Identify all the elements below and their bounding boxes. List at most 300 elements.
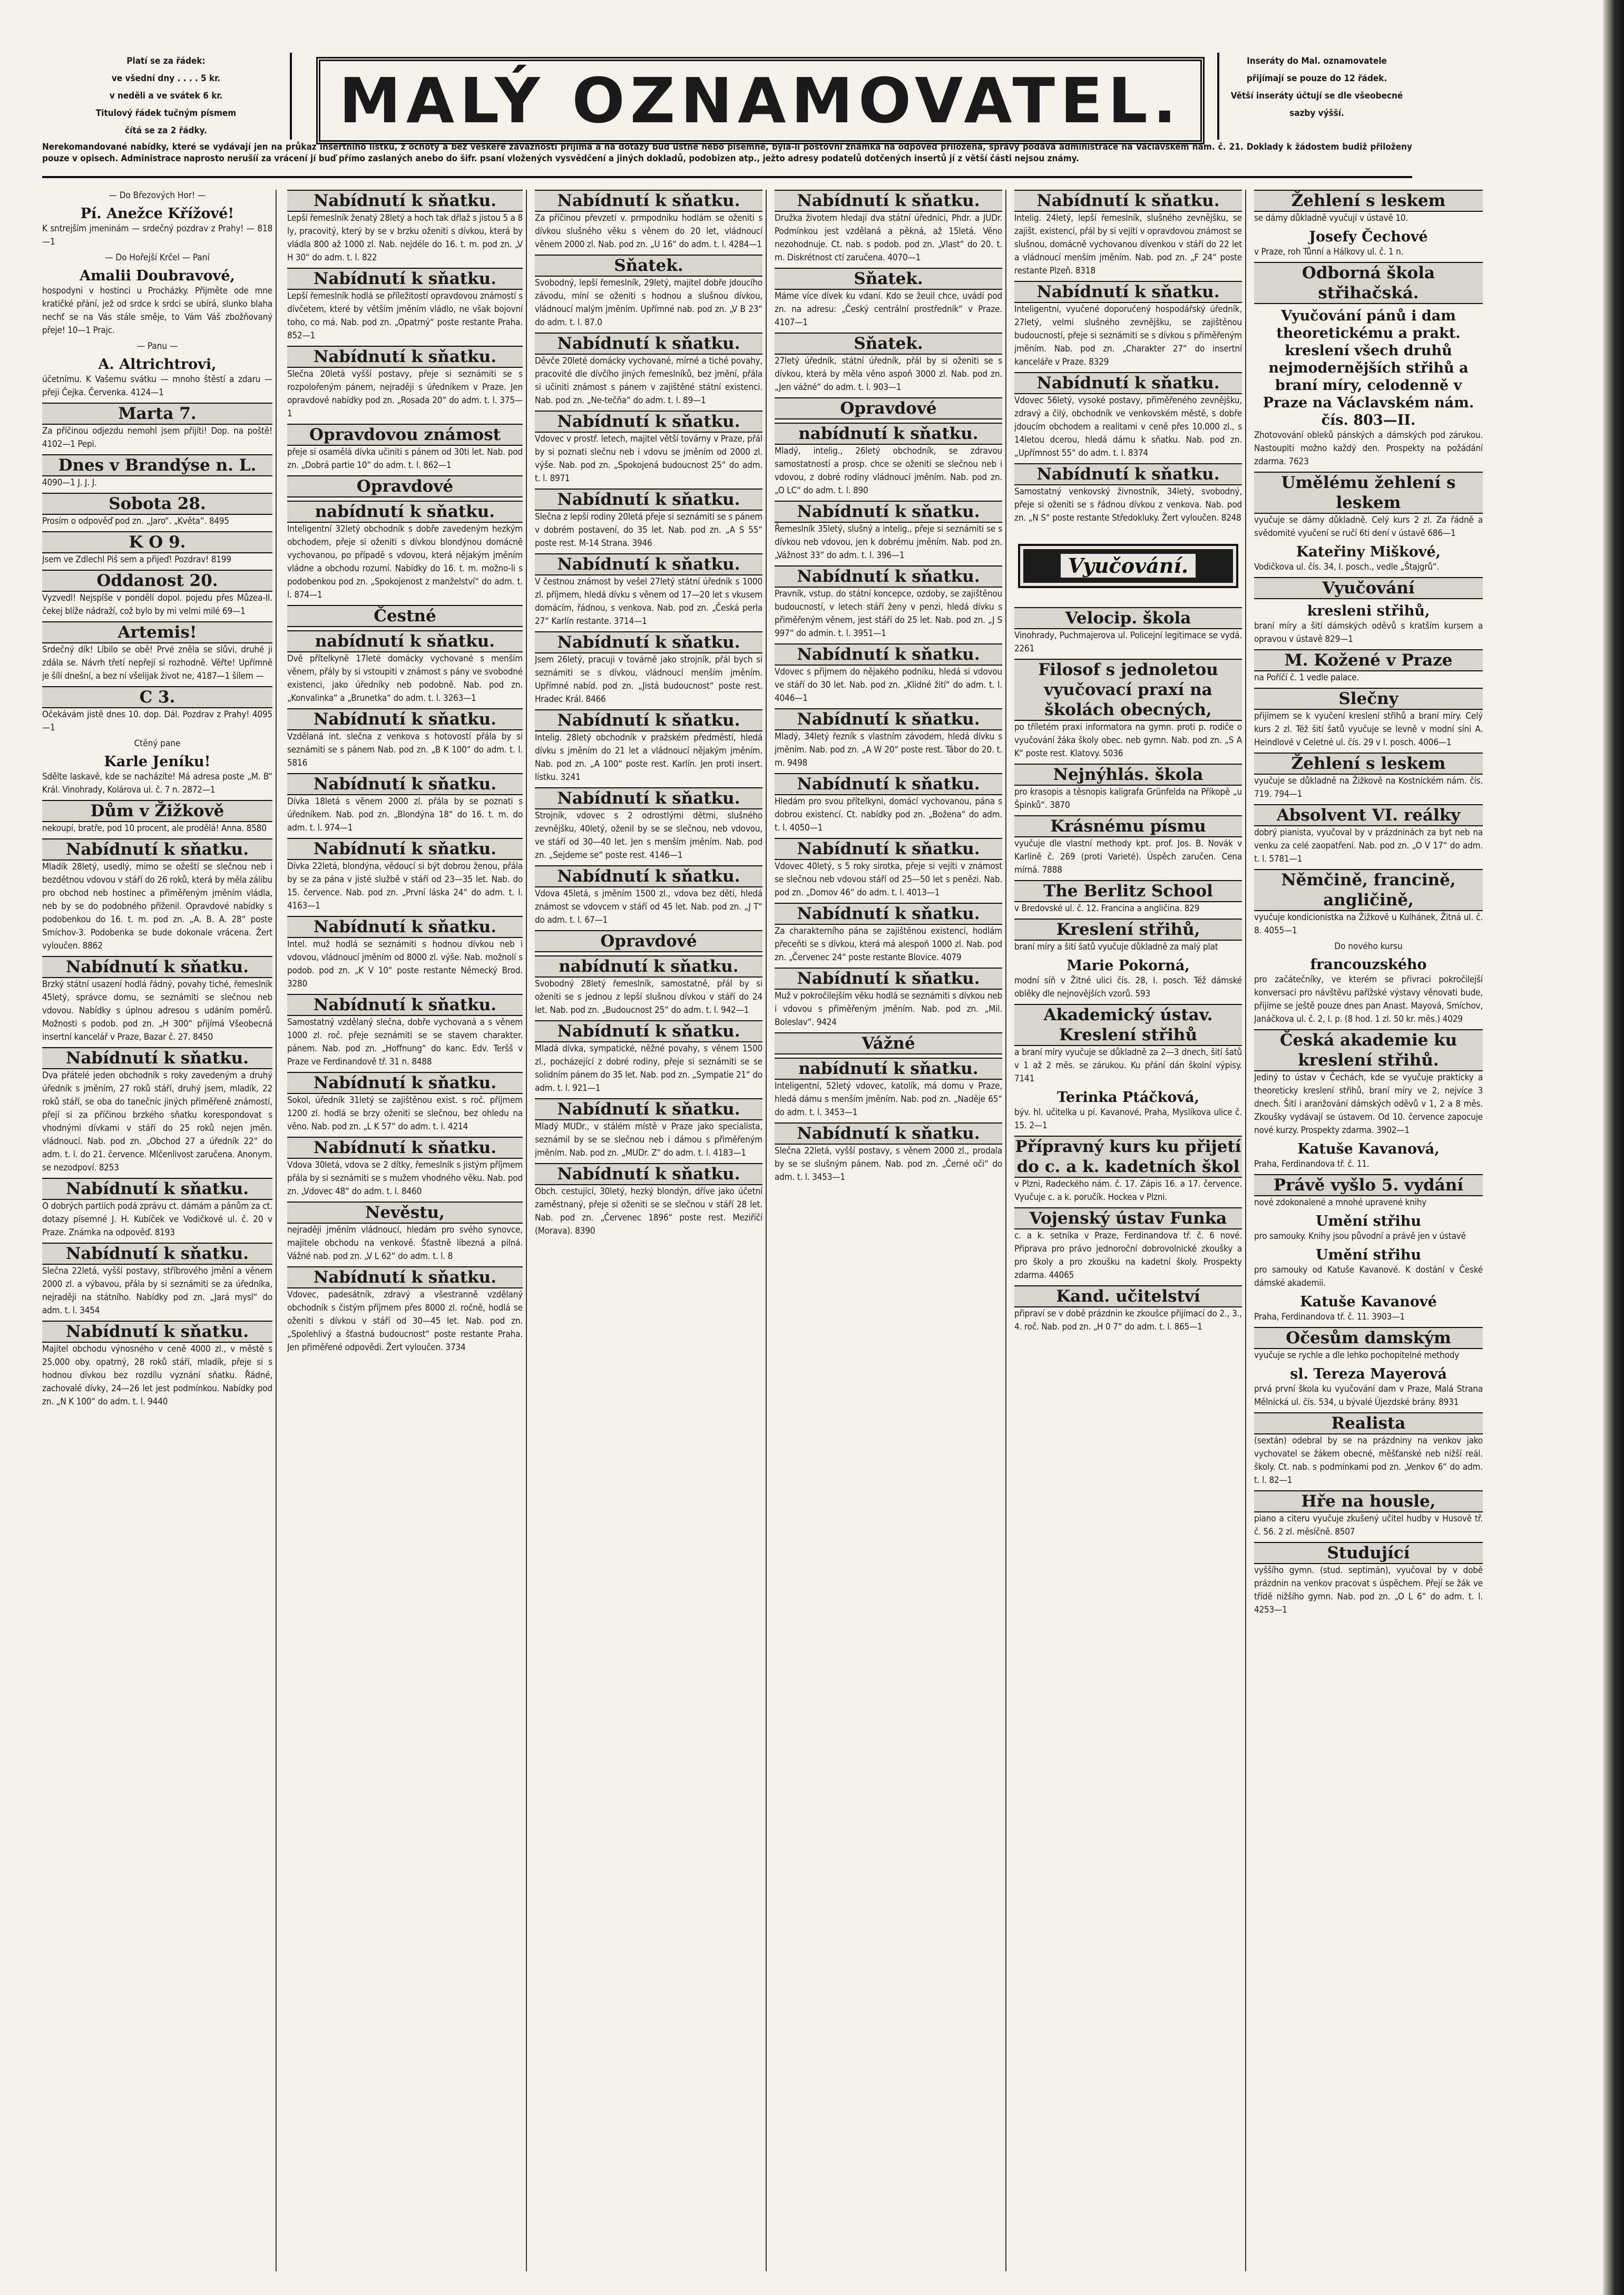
ad-text: Vdovec 40letý, s 5 roky sirotka, přeje si vejíti v známost se slečnou neb vdovou stáří od 25—50 let s penězi. Nab. pod zn. „Domov 46“ do adm. t. l. 4013—1 <box>775 861 1002 898</box>
ad-heading: Nabídnutí k sňatku. <box>287 994 523 1016</box>
classified-ad <box>1014 190 1242 278</box>
ad-heading: Artemis! <box>42 621 272 643</box>
ad-text: Dva přátelé jeden obchodník s roky zavedeným a druhý úředník s jměním, 27 roků stáří, druhý jsem, mladík, 22 roků stáří, se oba do tanečníc jiných přiměřeně známostí, přejí si za příčinou brzkého sňatku korespondovat s vhodnými dívkami v stáří do 25 roků nejen jměn. vládnoucí. Nab. pod zn. „Obchod 27 a úředník 22“ do adm. t. l. do 21. července. Mlčenlivost zaručena. Anonym. se nezodpoví. 8253 <box>42 1070 272 1173</box>
ad-text: účetnímu. K Vašemu svátku — mnoho štěstí a zdaru — přeji Čejka. Červenka. 4124—1 <box>42 374 272 398</box>
ad-text: v Bredovské ul. č. 12. Francina a angličina. 829 <box>1014 903 1200 914</box>
ad-text: (sextán) odebral by se na prázdniny na venkov jako vychovatel se žákem obecné, měšťanské neb nižší reál. školy. Ct. nab. s podmínkami pod zn. „Venkov 6“ do adm. t. l. 82—1 <box>1254 1435 1483 1486</box>
ad-text: Inteligentní, 52letý vdovec, katolík, má domu v Praze, hledá dámu s menším jměním. Nab. pod zn. „Naděje 65“ do adm. t. l. 3453—1 <box>775 1081 1002 1118</box>
classified-ad <box>535 955 762 1017</box>
ad-heading: Odborná škola střihačská. <box>1254 262 1483 304</box>
classified-ad <box>42 190 272 202</box>
ad-text: Intelig. 24letý, lepší řemeslník, slušného zevnějšku, se zajišt. existencí, přál by si vejíti v opravdovou známost se slušnou, domácně vychovanou dívenkou v stáří do 22 let a vládnoucí menším jměním. Nab. pod zn. „F 24“ poste restante Plzeň. 8318 <box>1014 213 1242 276</box>
price-line: Titulový řádek tučným písmem <box>95 108 237 119</box>
ad-heading: Nabídnutí k sňatku. <box>1014 463 1242 485</box>
classified-ad <box>775 903 1002 964</box>
ad-text: — Do Březových Hor! — <box>109 190 206 201</box>
classified-ad <box>775 1058 1002 1119</box>
classified-ad <box>1014 957 1242 1001</box>
ad-heading: Sňatek. <box>775 333 1002 355</box>
ad-name: Marie Pokorná, <box>1067 958 1190 974</box>
ad-note-line: Inseráty do Mal. oznamovatele <box>1247 56 1387 66</box>
price-line: čítá se za 2 řádky. <box>125 125 207 136</box>
ad-text: Očekávám jistě dnes 10. dop. Dál. Pozdrav z Prahy! 4095—1 <box>42 709 272 733</box>
classified-ad <box>1254 1412 1483 1487</box>
classified-ad <box>535 190 762 251</box>
ad-name: Vyučování pánů i dam theoretickému a prakt. kreslení všech druhů nejmodernějších střihů a braní míry, celodenně v Praze na Václavském nám. čís. 803—II. <box>1263 308 1474 428</box>
classified-ad <box>775 1122 1002 1184</box>
classified-ad <box>1254 1213 1483 1243</box>
ad-heading: Slečny <box>1254 688 1483 710</box>
ad-heading: K O 9. <box>42 531 272 553</box>
ad-text: Ctěný pane <box>134 738 181 749</box>
classified-ad <box>1254 1365 1483 1409</box>
ad-text: Děvče 20leté domácky vychované, mírné a tiché povahy, pracovité dle dívčího jiných řemeslníků, bez jmění, přála si učiniti známost s pánem v zajištěné státní existenci. Nab. pod zn. „Ne-tečňa“ do adm. t. l. 89—1 <box>535 356 762 406</box>
classified-ad <box>1254 472 1483 540</box>
ad-heading: Kreslení střihů, <box>1014 919 1242 941</box>
classified-ad <box>287 994 523 1069</box>
classified-ad <box>42 738 272 750</box>
classified-ad <box>287 1266 523 1354</box>
ad-text: Vdova 45letá, s jměním 1500 zl., vdova bez dětí, hledá známost se vdovcem v stáří od 45 let. Nab. pod zn. „J T“ do adm. t. l. 67—1 <box>535 888 762 925</box>
classified-ad <box>1014 463 1242 525</box>
ad-heading: Nabídnutí k sňatku. <box>775 903 1002 925</box>
ad-text: Jsem 26letý, pracuji v továrně jako strojník, přál bych si seznámiti se s dívkou, vládnoucí menším jměním. Upřímné nabíd. pod zn. „Jistá budoucnost“ poste rest. Hradec Král. 8466 <box>535 655 762 705</box>
ad-name: Katuše Kavanová, <box>1297 1141 1440 1157</box>
ad-heading: Nabídnutí k sňatku. <box>42 1321 272 1343</box>
ad-heading: Absolvent VI. reálky <box>1254 804 1483 826</box>
ad-text: modní síň v Žitné ulici čís. 28, I. posch. Též dámské oblěky dle nejnovějších vzorů. 593 <box>1014 975 1242 999</box>
ad-heading: Nabídnutí k sňatku. <box>535 865 762 887</box>
ad-text: býv. hl. učitelka u pí. Kavanové, Praha, Myslíkova ulice č. 15. 2—1 <box>1014 1107 1242 1131</box>
ad-heading: Nabídnutí k sňatku. <box>775 565 1002 588</box>
classified-ad <box>775 501 1002 562</box>
classified-ad <box>1014 659 1242 760</box>
ad-text: Vyzvedl! Nejspíše v pondělí dopol. pojedu přes Můzea-II. čekej blíže nádraží, což bylo by mi velmi milé 69—1 <box>42 593 272 617</box>
ad-text: Mladý, intelig., 26letý obchodník, se zdravou samostatností a prosp. chce se oženiti se slečnou neb i vdovou, z dobré rodiny vládnoucí jměním. Nab. pod zn. „O LC“ do adm. t. l. 890 <box>775 446 1002 496</box>
classified-ad <box>1254 1490 1483 1539</box>
classified-ad <box>287 1072 523 1134</box>
ad-heading: Marta 7. <box>42 403 272 425</box>
classified-ad <box>42 267 272 337</box>
classified-ad <box>287 773 523 835</box>
classified-ad <box>1014 372 1242 460</box>
ad-heading: Nabídnutí k sňatku. <box>775 773 1002 795</box>
classified-ad <box>42 800 272 835</box>
ad-heading: Nabídnutí k sňatku. <box>535 631 762 653</box>
ad-heading: Oddanost 20. <box>42 570 272 592</box>
ad-name: Josefy Čechové <box>1309 229 1428 245</box>
ad-heading: Velocip. škola <box>1014 607 1242 629</box>
classified-ad <box>42 1321 272 1409</box>
ad-heading: Nejnýhlás. škola <box>1014 764 1242 786</box>
ad-text: Inteligentní 32letý obchodník s dobře zavedeným hezkým obchodem, přeje si oženiti s dívkou blondýnou domácně vychovanou, po případě s vdovou, která nějakým jměním vládne a obchodu rozumí. Nabídky do 16. t. m. možno-li s podobenkou pod zn. „Spokojenost z manželství“ do adm. t. l. 874—1 <box>287 524 523 600</box>
ad-text: vyučuje kondicionistka na Žižkově u Kulhánek, Žitná ul. č. 8. 4055—1 <box>1254 912 1483 936</box>
classified-ad <box>1254 577 1483 599</box>
classified-ad <box>287 475 523 497</box>
classified-ad <box>42 956 272 1044</box>
classified-ad <box>535 411 762 485</box>
ad-text: Mladý, 34letý řezník s vlastním závodem, hledá dívku s jměním. Nab. pod zn. „A W 20“ poste rest. Tábor do 20. t. m. 9498 <box>775 731 1002 768</box>
ad-text: Vodičkova ul. čís. 34, I. posch., vedle „Štajgrů“. <box>1254 562 1440 572</box>
ad-text: braní míry a šití šatů vyučuje důkladně za malý plat <box>1014 942 1218 952</box>
ad-heading: Dnes v Brandýse n. L. <box>42 454 272 476</box>
ad-text: 4090—1 J. J. J. <box>42 477 97 488</box>
classified-ad <box>42 252 272 264</box>
ad-text: Srdečný dík! Líbilo se obě! Prvé zněla se slůvi, druhé ji zdála se. Návrh třetí nepřejí si rozhodně. Věřte! Upřímně je šílí dnešní, a bez ní všelijak život ne, 4187—1 šílem — <box>42 644 272 681</box>
ad-name: A. Altrichtrovi, <box>98 356 217 373</box>
section-heading-text: Vyučování. <box>1061 554 1196 578</box>
classified-ad <box>42 531 272 567</box>
ad-heading: Nabídnutí k sňatku. <box>535 190 762 212</box>
ad-text: Lepší řemeslník ženatý 28letý a hoch tak dřlaž s jistou 5 a 8 ly, pracovitý, který by se v brzku oženiti s dívkou, která by vládla 800 až 1000 zl. Nab. nejdéle do 16. t. m. pod zn. „V H 30“ do adm. t. l. 822 <box>287 213 523 263</box>
classified-ad <box>535 930 762 952</box>
ad-heading: Nabídnutí k sňatku. <box>287 1137 523 1159</box>
ad-name: sl. Tereza Mayerová <box>1290 1366 1447 1382</box>
classified-ad <box>42 403 272 451</box>
classified-ad <box>775 708 1002 770</box>
ad-heading: Nabídnutí k sňatku. <box>287 190 523 212</box>
ad-text: Pravník, vstup. do státní koncepce, ozdoby, se zajištěnou budoucností, v letech stáří ženy v penzi, hledá dívku s přiměřeným věnem, jest stáří do 25 let. Nab. pod zn. „J S 997“ do admin. t. l. 3951—1 <box>775 589 1002 639</box>
classified-ad <box>535 1098 762 1160</box>
classified-ad <box>535 255 762 329</box>
ad-text: pro krasopis a těsnopis kaligrafa Grünfelda na Příkopě „u Špinků“. 3870 <box>1014 787 1242 810</box>
ad-heading: nabídnutí k sňatku. <box>775 423 1002 445</box>
ad-heading: Očesům damským <box>1254 1327 1483 1349</box>
ad-text: Dvě přítelkyně 17leté domácky vychované s menším věnem, přály by si vstoupiti v známost s pány ve svobodné existenci, jako úředníky neb podobně. Nab. pod zn. „Konvalinka“ a „Brunetka“ do adm. t. l. 3263—1 <box>287 653 523 704</box>
ad-text: nejraději jměním vládnoucí, hledám pro svého synovce, majitele obchodu na venkově. Šťastně líbezná a pilná. Vážné nab. pod zn. „V L 62“ do adm. t. l. 8 <box>287 1225 523 1262</box>
ad-text: prvá první škola ku vyučování dam v Praze, Malá Strana Mělnická ul. čís. 534, u bývalé Újezdské brány. 8931 <box>1254 1384 1483 1408</box>
classified-ad <box>287 708 523 770</box>
column-4 <box>775 190 1006 2271</box>
classified-ad <box>535 333 762 407</box>
ad-heading: Přípravný kurs ku přijetí do c. a k. kadetních škol <box>1014 1136 1242 1178</box>
ad-text: Za příčinou převzetí v. prmpodniku hodlám se oženiti s dívkou slušného věku s věnem do 20 let, vládnoucí věnem 2000 zl. Nab. pod zn. „U 16“ do adm. t. l. 4284—1 <box>535 213 762 250</box>
ad-heading: Kand. učitelství <box>1014 1285 1242 1307</box>
ad-text: braní míry a šití dámských oděvů s kratším kursem a opravou v ústavě 829—1 <box>1254 621 1483 644</box>
ad-heading: Nabídnutí k sňatku. <box>775 501 1002 523</box>
classified-ad <box>1254 262 1483 304</box>
ad-text: pro samouky. Knihy jsou původní a právě jen v ústavě <box>1254 1231 1466 1242</box>
classified-ad <box>535 787 762 862</box>
notice-paragraph: Nerekomandované nabídky, které se vydávají jen na průkaz insertního lístku, z ochoty a bez veškeré závaznosti přijímá a na dotazy buď ústně nebo písemné, byla-li poštovní známka na odpověď přiložena, správy podává administrace na Václavském nám. č. 21. Doklady k žádostem budiž přiloženy pouze v opisech. Administrace naprosto nerušíí za vrácení jí buď přímo zaslaných anebo do šifr. psaní vložených vysvědčení a jiných dokladů, podobizen atp., ježto adresy podatelů dotčených insertů jí z větší části nejsou známy. <box>42 141 1412 178</box>
classified-ad <box>42 340 272 353</box>
ad-name: Katuše Kavanové <box>1300 1294 1437 1310</box>
classified-ad <box>1254 941 1483 953</box>
ad-heading: Nabídnutí k sňatku. <box>42 1243 272 1265</box>
classified-ad <box>1014 1207 1242 1282</box>
classified-ad <box>1014 1004 1242 1086</box>
ad-heading: Vyučování <box>1254 577 1483 599</box>
title-box <box>316 57 1205 144</box>
classified-ad <box>775 773 1002 835</box>
ad-text: Intel. muž hodlá se seznámiti s hodnou dívkou neb i vdovou, vládnoucí jměním od 8000 zl. výše. Nab. možnolí s podob. pod zn. „K V 10“ poste restante Německý Brod. 3280 <box>287 939 523 989</box>
column-6 <box>1254 190 1486 2271</box>
ad-text: Lepší řemeslník hodlá se příležitostí opravdovou známostí s dívčetem, které by větším jměním vládlo, ne však bojovní toho, co má. Nab. pod zn. „Opatrný“ poste restante Praha. 852—1 <box>287 291 523 341</box>
classified-ad <box>42 1047 272 1175</box>
classified-ad <box>1254 228 1483 259</box>
classified-ad <box>42 205 272 249</box>
classified-ad <box>287 916 523 991</box>
classified-ad <box>775 643 1002 705</box>
ad-text: Vdovec s přijmem do nějakého podniku, hledá si vdovou ve stáří do 30 let. Nab. pod zn. „Klidné žití“ do adm. t. l. 4046—1 <box>775 667 1002 704</box>
classified-ad <box>1014 607 1242 656</box>
ad-name: francouzského <box>1310 956 1427 973</box>
ad-heading: Nevěstu, <box>287 1202 523 1224</box>
ad-heading: nabídnutí k sňatku. <box>287 501 523 523</box>
ad-heading: Nabídnutí k sňatku. <box>42 1178 272 1200</box>
classified-ad <box>1254 1293 1483 1324</box>
ad-heading: Sňatek. <box>535 255 762 277</box>
classified-ad <box>1254 1140 1483 1171</box>
section-heading-vyucovani <box>1018 544 1238 588</box>
ad-text: Praha, Ferdinandova tř. č. 11. <box>1254 1159 1369 1169</box>
classified-ad <box>287 605 523 627</box>
classified-ad <box>1254 688 1483 749</box>
ad-heading: Nabídnutí k sňatku. <box>287 1266 523 1288</box>
ad-heading: Opravdové <box>287 475 523 497</box>
ad-heading: Sobota 28. <box>42 493 272 515</box>
ad-heading: Žehlení s leskem <box>1254 753 1483 775</box>
classified-ad <box>775 268 1002 329</box>
classified-ad <box>1254 1174 1483 1209</box>
classified-ad <box>287 1202 523 1263</box>
ad-text: nové zdokonalené a mnohé upravené knihy <box>1254 1197 1427 1208</box>
classified-ad <box>1014 815 1242 877</box>
classified-ad <box>1254 307 1483 468</box>
classified-ad <box>1254 649 1483 685</box>
ad-text: Vdovec, padesátník, zdravý a všestranně vzdělaný obchodník s čistým příjmem přes 8000 zl. ročně, hodlá se oženiti s dívkou v stáří od 30—45 let. Nab. pod zn. „Spolehlivý a šťastná budoucnost“ poste restante Praha. Jen přiměřené odpovědi. Žert vyloučen. 3734 <box>287 1290 523 1353</box>
ad-heading: nabídnutí k sňatku. <box>287 630 523 652</box>
ad-text: Inteligentní, vyučené doporučený hospodářský úředník, 27letý, velmi slušného zevnějšku, se zajištěnou budoucností, přeje si seznámiti se s dívkou s přiměřeným jměním. Nab. pod zn. „Charakter 27“ do insertní kanceláře v Praze. 8329 <box>1014 304 1242 367</box>
ad-text: Hledám pro svou přítelkyni, domácí vychovanou, pána s dobrou existencí. Ct. nabídky pod zn. „Božena“ do adm. t. l. 4050—1 <box>775 796 1002 833</box>
classified-ad <box>1254 804 1483 866</box>
ad-text: Dívka 22letá, blondýna, vědoucí si být dobrou ženou, přála by se za pána v jisté službě v stáří od 23—35 let. Nab. do 15. července. Nab. pod zn. „První láska 24“ do adm. t. l. 4163—1 <box>287 861 523 911</box>
ad-text: Intelig. 28letý obchodník v pražském předměstí, hledá dívku s jměním do 21 let a vládnoucí nějakým jměním. Nab. pod zn. „A 100“ poste rest. Karlín. Jen proti insert. lístku. 3241 <box>535 733 762 783</box>
ad-name: Amalii Doubravové, <box>80 268 235 284</box>
classified-ad <box>42 570 272 618</box>
ad-text: Slečna 22letá, vyšší postavy, s věnem 2000 zl., prodala by se se slušným pánem. Nab. pod zn. „Černé oči“ do adm. t. l. 3453—1 <box>775 1146 1002 1183</box>
ad-name: Umění střihu <box>1316 1247 1421 1263</box>
ad-text: Svobodný, lepší řemeslník, 29letý, majitel dobře jdoucího závodu, míní se oženiti s hodnou a slušnou dívkou, vládnoucí malým jměním. Upřímné nab. pod zn. „V B 23“ do adm. t. l. 87.0 <box>535 278 762 328</box>
ad-heading: Dům v Žižkově <box>42 800 272 822</box>
ad-heading: Právě vyšlo 5. vydání <box>1254 1174 1483 1196</box>
classified-ad <box>42 753 272 797</box>
ad-note-box <box>1217 53 1414 140</box>
ad-text: Mladík 28letý, usedlý, mimo se ožeští se slečnou neb i bezdětnou vdovou v stáří do 26 roků, která by měla zálibu pro obchod neb hostinec a přiměřeným jměním vládla, neb by se do podobného přiženil. Opravdové nabídky s podobenkou do 16. t. m. pod zn. „A. B. A. 28“ poste Smíchov-3. Podobenka se bude dokonale vrácena. Žert vyloučen. 8862 <box>42 862 272 951</box>
classified-ad <box>42 838 272 953</box>
ad-heading: Hře na housle, <box>1254 1490 1483 1512</box>
ad-heading: Akademický ústav. Kreslení střihů <box>1014 1004 1242 1046</box>
ad-heading: Nabídnutí k sňatku. <box>535 787 762 809</box>
ad-name: Umění střihu <box>1316 1213 1421 1229</box>
ad-note-line: Větší inseráty účtují se dle všeobecné sazby výšší. <box>1230 91 1403 119</box>
ad-text: Jediný to ústav v Čechách, kde se vyučuje prakticky a theoreticky kreslení střihů, braní míry ve 2, nejvíce 3 dnech. Šití i aranžování dámských oděvů v 1, 2 a 8 měs. Zkoušky vydávají se ústavem. Od 10. července zapocuje nové kurzy. Prospekty zdarma. 3902—1 <box>1254 1072 1483 1136</box>
ad-text: c. a k. setníka v Praze, Ferdinandova tř. č. 6 nové. Připrava pro právo jednoroční dobrovolnické zkoušky a pro školy a pro zkoušku na kadetní školy. Prospekty zdarma. 44065 <box>1014 1230 1242 1281</box>
ad-heading: Nabídnutí k sňatku. <box>287 268 523 290</box>
classified-ad <box>535 489 762 550</box>
classified-ad <box>535 1163 762 1238</box>
classified-ad <box>775 968 1002 1029</box>
classified-ad <box>287 501 523 602</box>
classified-ad <box>287 190 523 265</box>
ad-heading: Nabídnutí k sňatku. <box>287 708 523 730</box>
ad-heading: Nabídnutí k sňatku. <box>42 956 272 978</box>
ad-text: Za příčinou odjezdu nemohl jsem přijíti! Dop. na poště! 4102—1 Pepi. <box>42 426 272 450</box>
classified-ad <box>775 333 1002 394</box>
ad-text: K sntrejším jmeninám — srdečný pozdrav z Prahy! — 818—1 <box>42 223 272 247</box>
ad-text: V čestnou známost by vešel 27letý státní úředník s 1000 zl. příjmem, hledá dívku s věnem od 17—20 let s vkusem domácím, řádnou, s venkova. Nab. pod zn. „Česká perla 27“ Karlín restante. 3714—1 <box>535 577 762 627</box>
classified-ad <box>1254 1327 1483 1362</box>
ad-text: připraví se v době prázdnin ke zkoušce přijímací do 2., 3., 4. roč. Nab. pod zn. „H 0 7“ do adm. t. l. 865—1 <box>1014 1308 1242 1332</box>
classified-ad <box>775 397 1002 419</box>
ad-heading: Opravdové <box>775 397 1002 419</box>
ad-heading: Realista <box>1254 1412 1483 1434</box>
ad-heading: Nabídnutí k sňatku. <box>775 968 1002 990</box>
ad-text: 27letý úředník, státní úředník, přál by si oženiti se s dívkou, která by měla věno aspoň 3000 zl. Nab. pod zn. „Jen vážné“ do adm. t. l. 903—1 <box>775 356 1002 393</box>
ad-text: Jsem ve Zdlechl Piš sem a přijeď! Pozdrav! 8199 <box>42 554 231 565</box>
ad-text: Prosím o odpověď pod zn. „Jaro“. „Květa“. 8495 <box>42 516 229 526</box>
classified-ad <box>42 1178 272 1239</box>
ad-heading: Filosof s jednoletou vyučovací praxí na školách obecných, <box>1014 659 1242 721</box>
ad-heading: Němčině, francině, angličině, <box>1254 869 1483 911</box>
column-1 <box>42 190 277 2271</box>
classified-ad <box>1014 1285 1242 1334</box>
classified-ad <box>1014 1136 1242 1204</box>
classified-ad <box>775 423 1002 497</box>
ad-text: pro samouky od Katuše Kavanové. K dostání v České dámské akademii. <box>1254 1265 1483 1288</box>
masthead <box>42 53 1403 140</box>
ad-heading: Nabídnutí k sňatku. <box>1014 372 1242 394</box>
ad-note-line: přijímají se pouze do 12 řádek. <box>1246 73 1387 84</box>
ad-heading: C 3. <box>42 686 272 708</box>
ad-text: Praha, Ferdinandova tř. č. 11. 3903—1 <box>1254 1312 1405 1322</box>
ad-text: přeje si osamělá dívka učiniti s pánem od 30ti let. Nab. pod zn. „Dobrá partie 10“ do adm. t. l. 862—1 <box>287 447 523 471</box>
ad-text: v Praze, roh Tůnní a Hálkovy ul. č. 1 n. <box>1254 247 1404 257</box>
ad-heading: Opravdové <box>535 930 762 952</box>
classified-ad <box>1014 919 1242 954</box>
ad-heading: Nabídnutí k sňatku. <box>535 1020 762 1042</box>
classified-ad <box>1254 1542 1483 1617</box>
ad-heading: Nabídnutí k sňatku. <box>775 643 1002 666</box>
ad-text: Obch. cestující, 30letý, hezký blondýn, dříve jako účetní zaměstnaný, přeje si oženiti se se slečnou v stáří 28 let. Nab. pod zn. „Červenec 1896“ poste rest. Meziříčí (Morava). 8390 <box>535 1186 762 1236</box>
classified-ad <box>1014 880 1242 915</box>
ad-name: Pí. Anežce Křížové! <box>80 206 234 222</box>
ad-text: Vdova 30letá, vdova se 2 dítky, řemeslník s jistým příjmem přála by si seznámiti se s mužem vhodného věku. Nab. pod zn. „Vdovec 48“ do adm. t. l. 8460 <box>287 1160 523 1197</box>
classified-ad <box>1254 753 1483 801</box>
ad-heading: Nabídnutí k sňatku. <box>287 1072 523 1094</box>
ad-text: Vinohrady, Puchmajerova ul. Policejní legitimace se vydá. 2261 <box>1014 630 1242 654</box>
classified-ad <box>287 630 523 705</box>
ad-heading: Nabídnutí k sňatku. <box>775 838 1002 860</box>
ad-text: Svobodný 28letý řemeslník, samostatně, přál by si oženiti se s jednou z lepší slušnou dívkou v stáří do 24 let. Nab. pod zn. „Budoucnost 25“ do adm. t. l. 942—1 <box>535 979 762 1015</box>
ad-heading: Nabídnutí k sňatku. <box>42 1047 272 1069</box>
ad-name: Kateřiny Miškové, <box>1296 544 1441 560</box>
classified-ad <box>1254 543 1483 574</box>
ad-text: přijímem se k vyučení kreslení střihů a braní míry. Celý kurs 2 zl. Též šití šatů vyučuje se levně v modní síni A. Heindlové v Celetné ul. čís. 29 v I. posch. 4006—1 <box>1254 711 1483 748</box>
classified-ad <box>775 838 1002 900</box>
ad-text: Mladá dívka, sympatické, něžné povahy, s věnem 1500 zl., pocházející z dobré rodiny, přeje si seznámiti se se solidním pánem do 35 let. Nab. pod zn. „Sympatie 21“ do adm. t. l. 921—1 <box>535 1043 762 1093</box>
ad-heading: Opravdovou známost <box>287 424 523 446</box>
classified-ad <box>287 268 523 343</box>
ad-heading: Nabídnutí k sňatku. <box>287 346 523 368</box>
classified-ad <box>1014 1089 1242 1132</box>
ad-text: v Plzni, Radeckého nám. č. 17. Zápis 16. a 17. července. Vyučuje c. a k. poručík. Hockea v Plzni. <box>1014 1179 1242 1203</box>
classified-ad <box>1254 1029 1483 1137</box>
classified-ad <box>535 1020 762 1095</box>
ad-text: Slečna 20letá vyšší postavy, přeje si seznámiti se s rozpolořeným pánem, nejraději s úředníkem v Praze. Jen opravdové nabídky pod zn. „Rosada 20“ do adm. t. l. 375—1 <box>287 369 523 419</box>
classified-ad <box>1254 869 1483 937</box>
ad-text: nekoupí, bratře, pod 10 procent, ale prodělá! Anna. 8580 <box>42 823 267 834</box>
ad-text: Samostatný venkovský živnostník, 34letý, svobodný, přeje si oženiti se s řádnou dívkou z venkova. Nab. pod zn. „N S“ poste restante Středokluky. Žert vyloučen. 8248 <box>1014 486 1242 523</box>
ad-text: Řemeslník 35letý, slušný a intelig., přeje si seznámiti se s dívkou neb vdovou, jen k dobrému jměním. Nab. pod zn. „Vážnost 33“ do adm. t. l. 396—1 <box>775 524 1002 561</box>
classified-ad <box>1254 190 1483 225</box>
ad-text: Vzdělaná int. slečna z venkova s hotovostí přála by si seznámiti se s pánem Nab. pod zn. „B K 100“ do adm. t. l. 5816 <box>287 731 523 768</box>
ad-text: hospodyni v hostinci u Procházky. Přijměte ode mne kratičké přání, jež od srdce k srdci se ubírá, slunko blaha nechť se na Vás stále směje, to Vám Váš zbožňovaný přeje! 10—1 Prajc. <box>42 286 272 336</box>
ad-text: na Poříčí č. 1 vedle palace. <box>1254 672 1359 683</box>
classified-ad <box>1254 956 1483 1026</box>
ad-heading: Nabídnutí k sňatku. <box>535 489 762 511</box>
classified-ad <box>287 1137 523 1198</box>
classified-ad <box>535 553 762 628</box>
column-5 <box>1014 190 1246 2271</box>
classified-ad <box>42 493 272 528</box>
ad-heading: Umělému žehlení s leskem <box>1254 472 1483 514</box>
classified-ad <box>775 565 1002 640</box>
ad-heading: Nabídnutí k sňatku. <box>535 333 762 355</box>
ad-heading: Nabídnutí k sňatku. <box>1014 190 1242 212</box>
ad-heading: Nabídnutí k sňatku. <box>287 838 523 860</box>
ad-text: vyučuje se důkladně na Žižkově na Kostnickém nám. čís. 719. 794—1 <box>1254 776 1483 799</box>
ad-heading: Nabídnutí k sňatku. <box>535 411 762 433</box>
ad-text: Sokol, úředník 31letý se zajištěnou exist. s roč. příjmem 1200 zl. hodlá se brzy oženiti se slečnou, bez ohledu na věno. Nab. pod zn. „L K 57“ do adm. t. l. 4214 <box>287 1095 523 1132</box>
classified-ad <box>775 1032 1002 1054</box>
price-line: Platí se za řádek: <box>126 56 206 66</box>
ad-heading: Nabídnutí k sňatku. <box>287 773 523 795</box>
ad-text: Sdělte laskavě, kde se nacházíte! Má adresa poste „M. B“ Král. Vinohrady, Kolárova ul. č. 7 n. 2872—1 <box>42 771 272 795</box>
ad-heading: Nabídnutí k sňatku. <box>1014 281 1242 303</box>
classified-ad <box>775 190 1002 265</box>
ad-text: Mladý MUDr., v stálém místě v Praze jako specialista, seznámil by se se slečnou neb i dámou s přiměřeným jměním. Nab. pod zn. „MUDr. Z“ do adm. t. l. 4183—1 <box>535 1121 762 1158</box>
ad-heading: Vážné <box>775 1032 1002 1054</box>
ad-heading: Nabídnutí k sňatku. <box>775 190 1002 212</box>
classified-ad <box>1014 764 1242 812</box>
ad-heading: Krásnému písmu <box>1014 815 1242 837</box>
ad-text: a braní míry vyučuje se důkladně za 2—3 dnech, šití šatů v 1 až 2 měs. se zárukou. Ku přání dán školní výpisy. 7141 <box>1014 1047 1242 1084</box>
ad-text: Slečna z lepší rodiny 20letá přeje si seznámiti se s pánem v dobrém postavení, do 35 let. Nab. pod zn. „A S 55“ poste rest. M-14 Strana. 3946 <box>535 512 762 549</box>
ad-text: Do nového kursu <box>1334 941 1403 952</box>
ad-heading: Žehlení s leskem <box>1254 190 1483 212</box>
ad-text: vyššího gymn. (stud. septimán), vyučoval by v době prázdnin na venkov pracovat s úspěchem. Přejí se žák ve třídě nižšího gymn. Nab. pod zn. „O L 6“ do adm. t. l. 4253—1 <box>1254 1565 1483 1615</box>
ad-text: pro začátečníky, ve kterém se přivraci pokročilejší konversaci pro návštěvu pařížské výstavy věnovati bude, přijíme se ještě pouze dnes pan Anast. Mayová, Smíchov, Janáčkova ul. č. 2, I. p. (8 hod. 1 zl. 50 kr. měs.) 4029 <box>1254 974 1483 1024</box>
ad-text: Strojník, vdovec s 2 odrostlými dětmi, slušného zevnějšku, 40letý, oženil by se se slečnou, neb vdovou, ve stáří od 30—40 let. Jen s menším jměním. Nab. pod zn. „Sejdeme se“ poste rest. 4146—1 <box>535 810 762 861</box>
price-box <box>42 53 292 140</box>
ad-heading: Česká akademie ku kreslení střihů. <box>1254 1029 1483 1071</box>
column-3 <box>535 190 767 2271</box>
ad-text: Vdovec 56letý, vysoké postavy, přiměřeného zevnějšku, zdravý a čilý, obchodník ve venkovském městě, s dobře jdoucím obchodem a realitami v ceně přes 10.000 zl., s 14letou dcerou, hledá dámu k sňatku. Nab. pod zn. „Upřímnost 55“ do adm. t. l. 8374 <box>1014 395 1242 458</box>
classified-ad <box>1254 602 1483 646</box>
ad-heading: Studující <box>1254 1542 1483 1564</box>
ad-heading: Nabídnutí k sňatku. <box>535 1098 762 1120</box>
classified-ad <box>287 838 523 913</box>
ad-name: Karle Jeníku! <box>104 754 211 770</box>
ad-text: — Do Hořejší Krčel — Paní <box>105 252 210 263</box>
ad-text: Brzký státní usazení hodlá řádný, povahy tiché, řemeslník 45letý, správce domu, se seznámiti se slečnou neb vdovou. Nabídky s úplnou adresou s udáním poměrů. Možnosti s podob. pod zn. „H 300“ přijímá Všeobecná insertní kancelář v Praze, Bazar č. 27. 8450 <box>42 979 272 1042</box>
ad-heading: M. Kožené v Praze <box>1254 649 1483 671</box>
ad-text: Zhotovování obleků pánských a dámských pod zárukou. Nastoupiti možno každý den. Prospekty na požádání zdarma. 7623 <box>1254 430 1483 467</box>
classified-ad <box>1014 281 1242 369</box>
ad-heading: Nabídnutí k sňatku. <box>535 553 762 575</box>
ad-text: Majitel obchodu výnosného v ceně 4000 zl., v městě s 25.000 oby. opatrný, 28 roků stáří, mladík, přeje si s hodnou dívkou bez rozdílu vyznání sňatku. Řádné, zachovalé dívky, 24—26 let jest podmínkou. Nabídky pod zn. „N K 100“ do adm. t. l. 9440 <box>42 1344 272 1407</box>
